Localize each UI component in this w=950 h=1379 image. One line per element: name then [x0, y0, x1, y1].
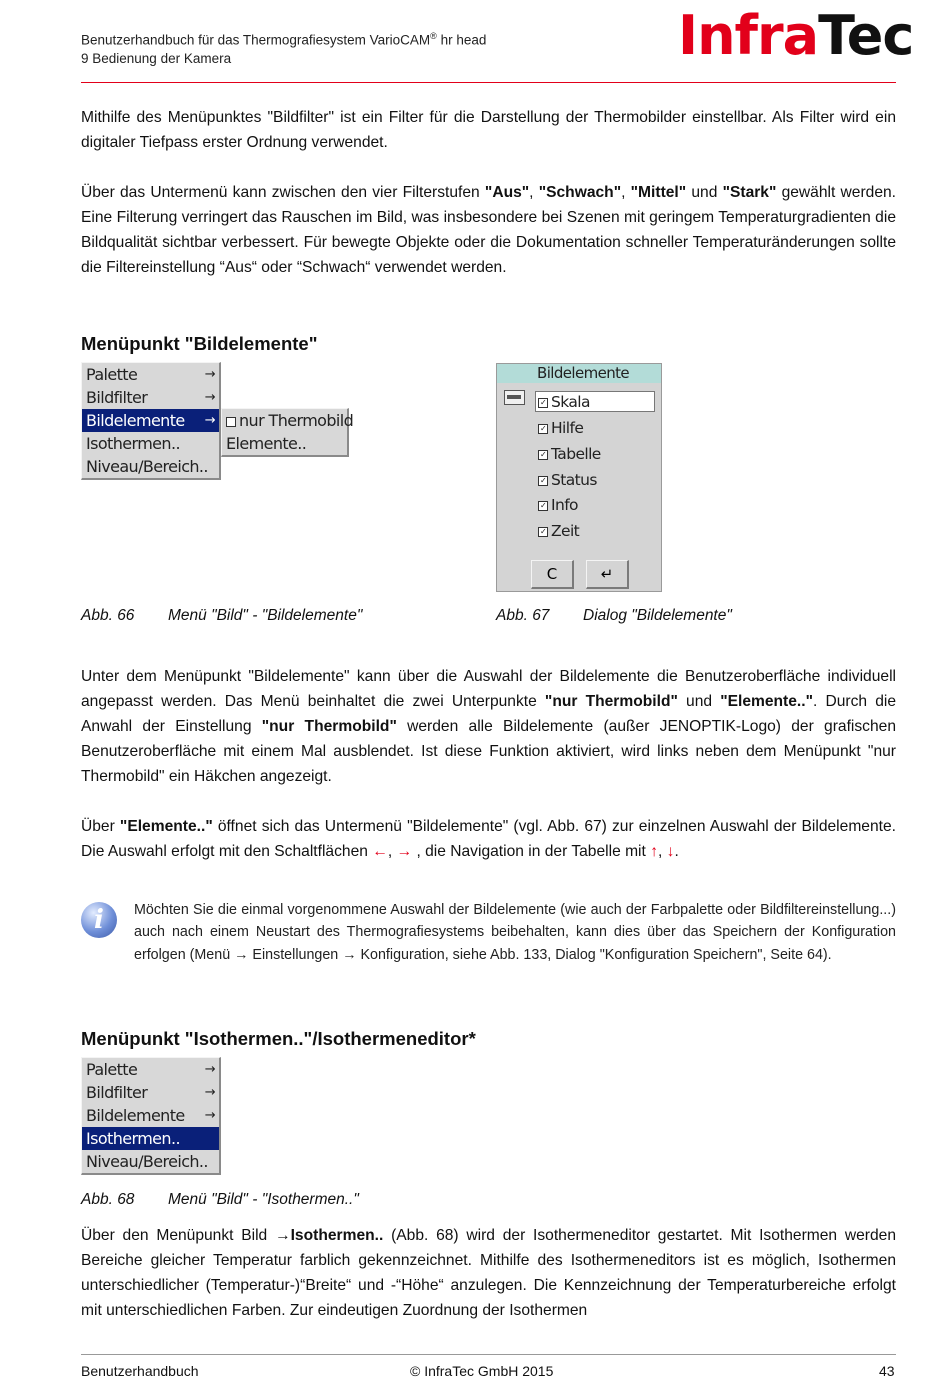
checkmark-icon: ✓	[539, 397, 547, 407]
menu-item-bildfilter[interactable]: Bildfilter →	[86, 1083, 215, 1102]
footer-left: Benutzerhandbuch	[81, 1363, 199, 1379]
header-chapter: 9 Bedienung der Kamera	[81, 51, 232, 66]
submenu-bildelemente	[221, 408, 354, 457]
paragraph-bildfilter-intro: Mithilfe des Menüpunktes "Bildfilter" ist ein Filter für die Darstellung der Thermobilder einstellbar. Als Filter wird ein digitaler Tiefpass erster Ordnung verwendet.	[81, 109, 896, 151]
checkbox-icon	[226, 417, 236, 427]
paragraph-elemente-dialog: Über "Elemente.." öffnet sich das Untermenü "Bildelemente" (vgl. Abb. 67) zur einzelnen Auswahl der Bildelemente. Die Auswahl erfolgt mit den Schaltflächen ←, → , die Navigation in der Tabelle mit ↑, ↓.	[81, 818, 896, 860]
menu-item-palette[interactable]: Palette →	[86, 1060, 215, 1079]
paragraph-filterstufen: Über das Untermenü kann zwischen den vier Filterstufen "Aus", "Schwach", "Mittel" und "Stark" gewählt werden. Eine Filterung verringert das Rauschen im Bild, was insbesondere bei Szenen mit geringem Temperaturgradienten die Bildqualität sichtbar verbessert. Für bewegte Objekte oder die Dokumentation schneller Temperaturänderungen sollte die Filtereinstellung “Aus“ oder “Schwach“ verwendet werden.	[81, 184, 897, 276]
dialog-bildelemente	[496, 363, 662, 592]
menu-item-bildelemente[interactable]: Bildelemente →	[82, 409, 219, 432]
enter-button[interactable]: ↵	[586, 560, 629, 589]
infratec-logo: InfraTec	[678, 4, 914, 67]
page-number: 43	[879, 1363, 895, 1379]
arrow-left-icon: ←	[372, 843, 388, 860]
info-note: Möchten Sie die einmal vorgenommene Auswahl der Bildelemente (wie auch der Farbpalette oder Bildfiltereinstellung...) auch nach einem Neustart des Thermografiesystems beibehalten, kann dies über das Speichern der Konfiguration erfolgen (Menü → Einstellungen → Konfiguration, siehe Abb. 133, Dialog "Konfiguration Speichern", Seite 64).	[134, 902, 896, 963]
menu-item-palette[interactable]: Palette →	[86, 365, 215, 384]
dialog-title: Bildelemente	[497, 364, 661, 383]
paragraph-isothermeneditor: Über den Menüpunkt Bild →Isothermen.. (Abb. 68) wird der Isothermeneditor gestartet. Mit Isothermen werden Bereiche gleicher Temperatur farblich gekennzeichnet. Mithilfe des Isothermeneditors ist es möglich, Isothermen unterschiedlicher (Temperatur-)“Breite“ und -“Höhe“ anzulegen. Die Kennzeichnung der Temperaturbereiche erfolgt mit unterschiedlichen Farben. Zur eindeutigen Zuordnung der Isothermen	[81, 1227, 896, 1319]
checkbox-skala[interactable]: ✓ Skala	[535, 391, 655, 412]
paragraph-bildelemente-menu: Unter dem Menüpunkt "Bildelemente" kann über die Auswahl der Bildelemente die Benutzeroberfläche individuell angepasst werden. Das Menü beinhaltet die zwei Unterpunkte "nur Thermobild" und "Elemente..". Durch die Anwahl der Einstellung "nur Thermobild" werden alle Bildelemente (außer JENOPTIK-Logo) der grafischen Benutzeroberfläche mit einem Mal ausblendet. Ist diese Funktion aktiviert, wird links neben dem Menüpunkt "nur Thermobild" ein Häkchen angezeigt.	[81, 668, 897, 785]
checkbox-tabelle[interactable]: ✓ Tabelle	[539, 445, 601, 463]
arrow-right-icon: →	[396, 843, 413, 860]
checkbox-info[interactable]: ✓ Info	[539, 496, 578, 514]
caption-abb-68: Abb. 68 Menü "Bild" - "Isothermen.."	[81, 1191, 359, 1208]
checkmark-icon: ✓	[539, 500, 547, 510]
section-heading-bildelemente: Menüpunkt "Bildelemente"	[81, 333, 318, 354]
caption-abb-66: Abb. 66 Menü "Bild" - "Bildelemente"	[81, 607, 363, 624]
checkmark-icon: ✓	[539, 449, 547, 459]
submenu-item-elemente[interactable]: Elemente..	[226, 434, 307, 453]
menu-item-bildelemente[interactable]: Bildelemente →	[86, 1106, 215, 1125]
arrow-right-icon: →	[204, 1108, 215, 1123]
display-icon	[504, 390, 525, 405]
menu-bild	[81, 362, 221, 480]
arrow-right-icon: →	[204, 413, 215, 428]
arrow-right-icon: →	[204, 1062, 215, 1077]
checkmark-icon: ✓	[539, 423, 547, 433]
footer-copyright: © InfraTec GmbH 2015	[410, 1363, 554, 1379]
header-title: Benutzerhandbuch für das Thermografiesystem VarioCAM® hr head	[81, 31, 487, 48]
checkmark-icon: ✓	[539, 475, 547, 485]
submenu-item-nur-thermobild[interactable]: nur Thermobild	[222, 409, 347, 432]
arrow-down-icon: ↓	[666, 843, 675, 860]
footer-divider	[81, 1354, 896, 1355]
arrow-right-icon: →	[204, 367, 215, 382]
checkmark-icon: ✓	[539, 526, 547, 536]
arrow-right-icon: →	[204, 390, 215, 405]
arrow-right-icon: →	[204, 1085, 215, 1100]
checkbox-zeit[interactable]: ✓ Zeit	[539, 522, 580, 540]
cancel-button[interactable]: C	[531, 560, 574, 589]
header-divider	[81, 82, 896, 83]
menu-item-niveau-bereich[interactable]: Niveau/Bereich..	[86, 1152, 208, 1171]
checkbox-status[interactable]: ✓ Status	[539, 471, 597, 489]
menu-item-bildfilter[interactable]: Bildfilter →	[86, 388, 215, 407]
menu-item-niveau-bereich[interactable]: Niveau/Bereich..	[86, 457, 208, 476]
info-icon: i	[81, 902, 117, 938]
section-heading-isothermen: Menüpunkt "Isothermen.."/Isothermeneditor*	[81, 1028, 476, 1049]
checkbox-hilfe[interactable]: ✓ Hilfe	[539, 419, 584, 437]
caption-abb-67: Abb. 67 Dialog "Bildelemente"	[496, 607, 732, 624]
arrow-up-icon: ↑	[650, 843, 658, 860]
menu-bild-isothermen	[81, 1057, 221, 1175]
menu-item-isothermen[interactable]: Isothermen..	[86, 434, 180, 453]
menu-item-isothermen[interactable]: Isothermen..	[82, 1127, 219, 1150]
